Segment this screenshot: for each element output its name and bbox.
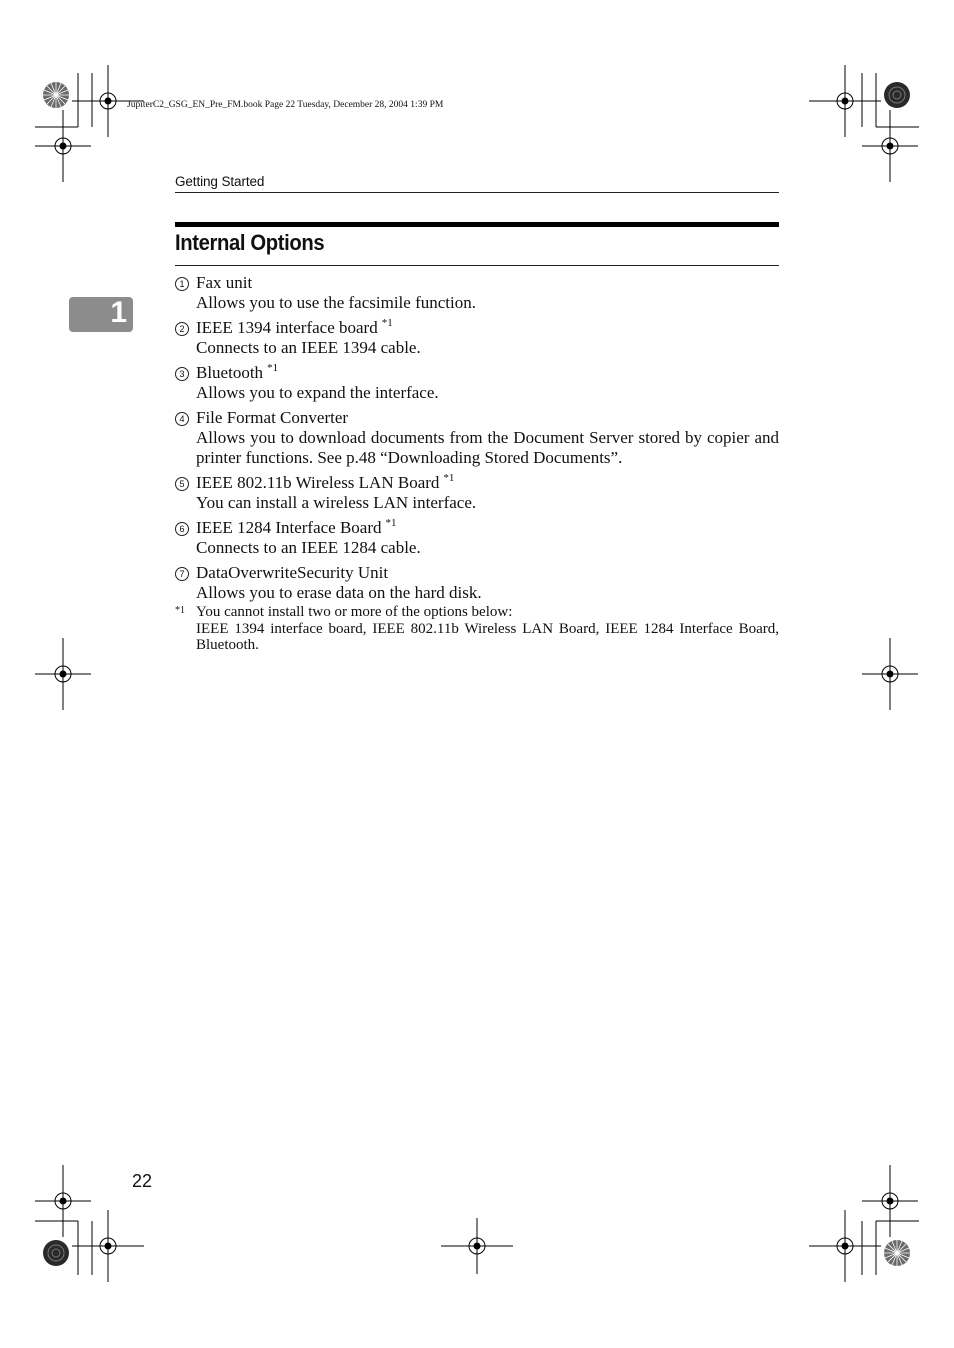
- footnote-options-list: IEEE 1394 interface board, IEEE 802.11b Wireless LAN Board, IEEE 1284 Interface Board, Bluetooth.: [196, 620, 779, 653]
- footnote-ref: *1: [385, 517, 397, 530]
- option-number: 7: [175, 567, 189, 581]
- title-rule-top: [175, 222, 779, 227]
- section-label: Getting Started: [175, 174, 265, 189]
- footnote-ref: *1: [443, 472, 455, 485]
- option-name: [196, 563, 779, 583]
- option-name: [196, 518, 779, 538]
- chapter-number: 1: [110, 296, 127, 329]
- option-name-text: DataOverwriteSecurity Unit: [196, 563, 389, 582]
- title-rule-bottom: [175, 265, 779, 266]
- footnote: [175, 604, 779, 654]
- option-name-text: File Format Converter: [196, 408, 349, 427]
- print-header: JupiterC2_GSG_EN_Pre_FM.book Page 22 Tuesday, December 28, 2004 1:39 PM: [127, 100, 444, 110]
- header-rule: [175, 192, 779, 193]
- option-name-text: IEEE 1284 Interface Board: [196, 518, 382, 537]
- option-name: [196, 473, 779, 493]
- footnote-ref: *1: [381, 317, 393, 330]
- option-name: [196, 408, 779, 428]
- option-number: 1: [175, 277, 189, 291]
- option-item: [175, 408, 779, 468]
- option-name: [196, 363, 779, 383]
- footnote-line: You cannot install two or more of the options below:: [196, 604, 513, 620]
- option-description: Connects to an IEEE 1394 cable.: [196, 338, 421, 357]
- option-item: [175, 563, 779, 603]
- option-number: 6: [175, 522, 189, 536]
- option-name: [196, 318, 779, 338]
- option-name-text: Bluetooth: [196, 363, 264, 382]
- option-item: [175, 518, 779, 558]
- option-number: 2: [175, 322, 189, 336]
- option-name-text: Fax unit: [196, 273, 253, 292]
- option-description: Allows you to erase data on the hard disk.: [196, 583, 482, 602]
- option-name: [196, 273, 779, 293]
- option-name-text: IEEE 802.11b Wireless LAN Board: [196, 473, 440, 492]
- option-name-text: IEEE 1394 interface board: [196, 318, 378, 337]
- option-item: [175, 473, 779, 513]
- option-number: 3: [175, 367, 189, 381]
- option-description: Allows you to use the facsimile function.: [196, 293, 476, 312]
- option-description: Connects to an IEEE 1284 cable.: [196, 538, 421, 557]
- option-item: [175, 318, 779, 358]
- option-number: 5: [175, 477, 189, 491]
- options-list: [175, 273, 779, 608]
- page-number: 22: [132, 1171, 153, 1191]
- footnote-ref: *1: [267, 362, 279, 375]
- option-description: Allows you to expand the interface.: [196, 383, 439, 402]
- option-description: Allows you to download documents from the Document Server stored by copier and printer functions. See p.48 “Downloading Stored Documents”.: [196, 428, 779, 467]
- footnote-body: [196, 604, 779, 654]
- chapter-tab: [69, 297, 133, 332]
- option-item: [175, 273, 779, 313]
- option-item: [175, 363, 779, 403]
- option-description: You can install a wireless LAN interface.: [196, 493, 477, 512]
- page-title: Internal Options: [175, 230, 325, 255]
- option-number: 4: [175, 412, 189, 426]
- footnote-mark: *1: [175, 605, 185, 616]
